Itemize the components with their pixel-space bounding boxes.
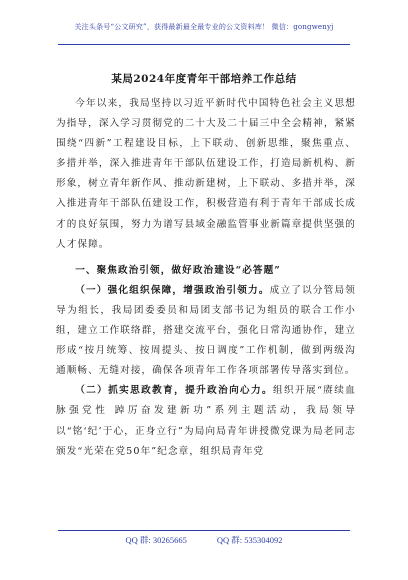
intro-paragraph: 今年以来，我局坚持以习近平新时代中国特色社会主义思想为指导，深入学习贯彻党的二十大及二十届三中全会精神，紧紧围绕“四新”工程建设目标，上下联动、创新思维，聚焦重点、多措并举，深入推进青年干部队伍建设工作，打造局新机构、新形象，树立青年新作风、推动新建树，上下联动、多措并举，深入推进青年干部队伍建设工作，积极营造有利于青年干部成长成才的良好氛围，努力为谱写县域金融监管事业新篇章提供坚强的人才保障。 <box>56 98 356 250</box>
document-title: 某局2024年度青年干部培养工作总结 <box>111 73 297 85</box>
subsection-2-text: 组织开展“赓续血脉强党性 踔厉奋发建新功”系列主题活动，我局领导以“铭‘纪’于心，正身立行”为局向局青年讲授微党课为局老同志颁发“光荣在党50年”纪念章，组织局青年党 <box>56 385 356 457</box>
subsection-2-label: （二）抓实思政教育，提升政治向心力。 <box>75 385 274 397</box>
subsection-1-label: （一）强化组织保障，增强政治引领力。 <box>75 284 270 296</box>
footer-qq-group-2: QQ 群: 535304092 <box>216 535 283 545</box>
subsection-1 <box>56 281 356 381</box>
footer-qq-group-1: QQ 群: 30265665 <box>125 535 187 545</box>
footer-divider <box>58 530 350 531</box>
section-heading-1: 一、聚焦政治引领，做好政治建设“必答题” <box>75 264 281 276</box>
footer <box>0 534 408 546</box>
subsection-2 <box>56 381 356 461</box>
subsection-1-text: 成立了以分管局领导为组长，我局团委委员和局团支部书记为组员的联合工作小组，建立工作联络群，搭建交流平台，强化日常沟通协作，建立形成“按月统筹、按周提头、按日调度”工作机制，做到两级沟通顺畅、无缝对接，确保各项青年工作各项部署传导落实到位。 <box>56 284 356 377</box>
document-body <box>56 94 356 462</box>
promo-header: 关注头条号“公文研究”，获得最新最全最专业的公文资料库！ 微信：gongwenyj <box>74 23 334 31</box>
header-divider <box>58 44 350 45</box>
